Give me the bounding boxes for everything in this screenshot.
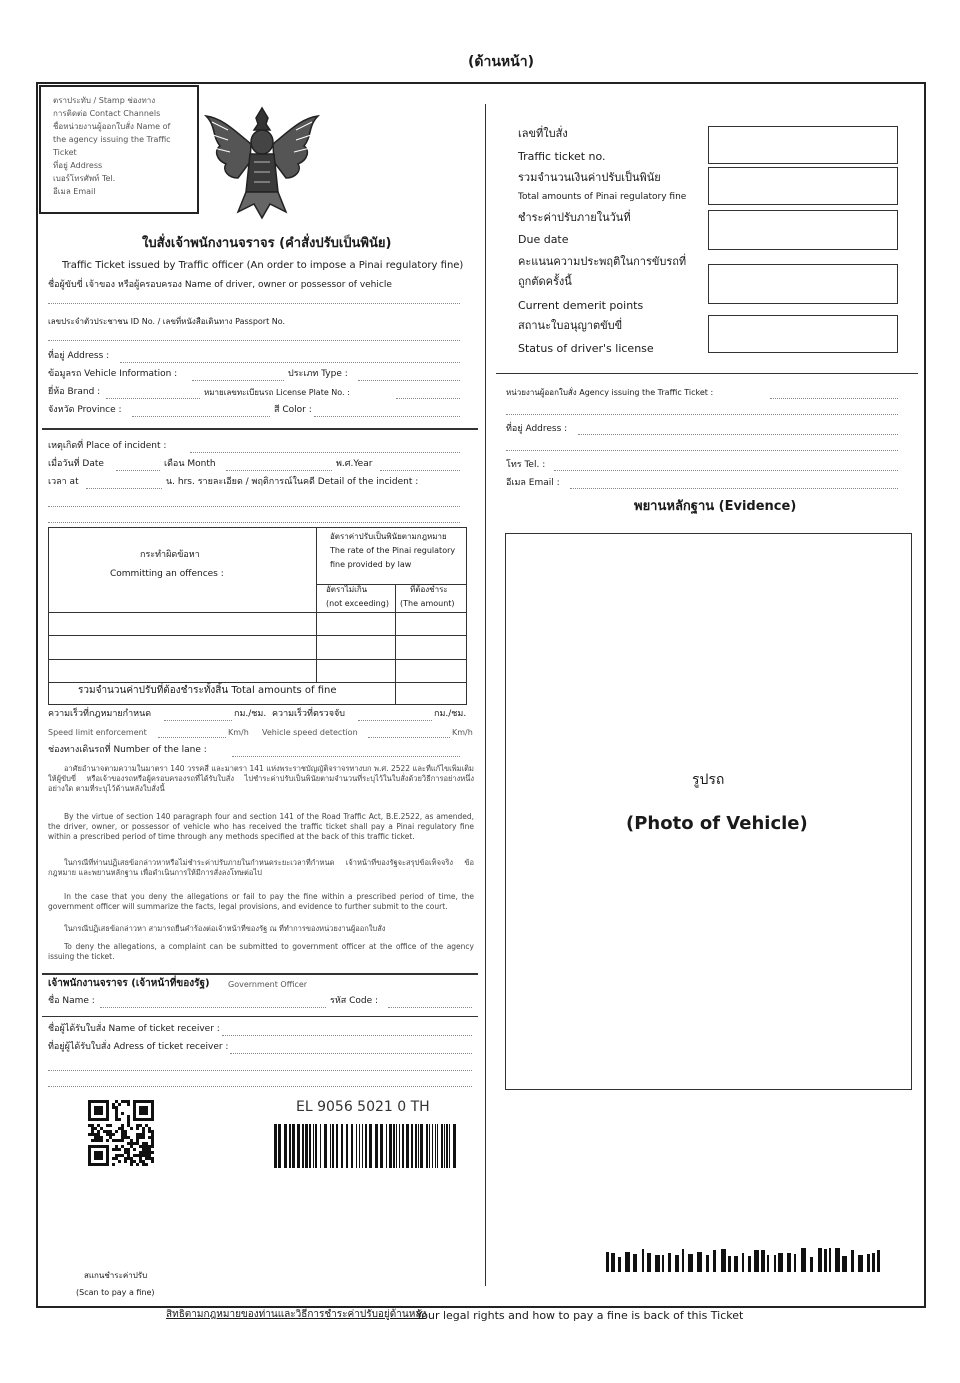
agency-email-field[interactable] <box>570 488 898 489</box>
vehicle-photo-frame <box>505 533 912 1090</box>
column-divider <box>485 104 486 1286</box>
vehicle-type-label: ประเภท Type : <box>288 369 348 379</box>
stamp-box <box>39 85 199 214</box>
footer-th: สิทธิตามกฎหมายของท่านและวิธีการชำระค่าปรับอยู่ด้านหลัง <box>166 1309 427 1320</box>
agency-issuing-field[interactable] <box>770 398 898 399</box>
stamp-box-line: ชื่อหน่วยงานผู้ออกใบสั่ง Name of <box>53 122 171 131</box>
summary-label-th: สถานะใบอนุญาตขับขี่ <box>518 319 623 332</box>
agency-issuing-field-2[interactable] <box>506 414 898 415</box>
summary-label-en: Total amounts of Pinai regulatory fine <box>518 192 687 202</box>
stamp-box-line: อีเมล Email <box>53 187 96 196</box>
incident-place-label: เหตุเกิดที่ Place of incident : <box>48 441 167 451</box>
vehicle-brand-label: ยี่ห้อ Brand : <box>48 387 101 397</box>
lane-label: ช่องทางเดินรถที่ Number of the lane : <box>48 745 207 755</box>
vehicle-photo-label-th: รูปรถ <box>692 772 725 788</box>
incident-place-field[interactable] <box>190 452 460 453</box>
col-amount-en: (The amount) <box>400 599 455 608</box>
summary-label-en: Due date <box>518 233 569 246</box>
legal-paragraph: ในกรณีที่ท่านปฏิเสธข้อกล่าวหาหรือไม่ชำระค่าปรับภายในกำหนดระยะเวลาที่กำหนด เจ้าหน้าที่ของรัฐจะสรุปข้อเท็จจริง ข้อกฎหมาย และพยานหลักฐาน เพื่อดำเนินการให้มีการสั่งลงโทษต่อไป <box>48 858 474 877</box>
driver-address-field[interactable] <box>120 362 460 363</box>
legal-paragraph: In the case that you deny the allegations or fail to pay the fine within a prescribed period of time, the government officer will summarize the facts, legal provisions, and evidence to further submit to the court. <box>48 892 474 911</box>
officer-code-label: รหัส Code : <box>330 996 379 1006</box>
vehicle-province-label: จังหวัด Province : <box>48 405 122 415</box>
summary-value-box[interactable] <box>708 210 898 250</box>
divider-driver <box>42 428 478 430</box>
receiver-address-field-2[interactable] <box>48 1070 472 1071</box>
officer-name-label: ชื่อ Name : <box>48 996 95 1006</box>
legal-paragraph: By the virtue of section 140 paragraph four and section 141 of the Road Traffic Act, B.E.2522, as amended, the driver, owner, or possessor of vehicle who has received the traffic ticket shall pay a Pinai regulatory fine within a prescribed period of time through any methods specified at the back of this traffic ticket. <box>48 812 474 841</box>
tracking-number: EL 9056 5021 0 TH <box>296 1099 430 1115</box>
legal-paragraph: อาศัยอำนาจตามความในมาตรา 140 วรรคสี่ และมาตรา 141 แห่งพระราชบัญญัติจราจรทางบก พ.ศ. 2522 และที่แก้ไขเพิ่มเติม ให้ผู้ขับขี่ หรือเจ้าของรถหรือผู้ครอบครองรถที่ได้รับใบสั่ง ไปชำระค่าปรับเป็นพินัยตามจำนวนที่ระบุไว้ในใบสั่งด้วยวิธีการอย่างหนึ่งอย่างใด ตามที่ระบุไว้ด้านหลังใบสั่งนี้ <box>48 764 474 793</box>
license-plate-field[interactable] <box>396 398 460 399</box>
speed-kmh-en: Km/h <box>228 728 249 737</box>
speed-limit-field[interactable] <box>164 720 232 721</box>
stamp-box-line: Ticket <box>53 148 77 157</box>
tracking-barcode <box>274 1124 456 1168</box>
summary-value-box[interactable] <box>708 315 898 353</box>
vehicle-color-field[interactable] <box>314 416 460 417</box>
vehicle-info-label: ข้อมูลรถ Vehicle Information : <box>48 369 178 379</box>
officer-code-field[interactable] <box>388 1007 472 1008</box>
incident-detail-field[interactable] <box>48 506 460 507</box>
speed-kmh-en-2: Km/h <box>452 728 473 737</box>
divider-summary <box>496 373 918 374</box>
speed-detected-label-th: ความเร็วที่ตรวจจับ <box>272 709 345 719</box>
form-title-en: Traffic Ticket issued by Traffic officer (An order to impose a Pinai regulatory fine) <box>62 260 464 271</box>
rate-header-line: อัตราค่าปรับเป็นพินัยตามกฎหมาย <box>330 532 447 541</box>
incident-detail-field-2[interactable] <box>48 522 460 523</box>
summary-label-en: Status of driver's license <box>518 342 654 355</box>
officer-heading-en: Government Officer <box>228 980 308 989</box>
divider-officer <box>42 1016 478 1017</box>
legal-paragraph: ในกรณีปฏิเสธข้อกล่าวหา สามารถยื่นคำร้องต่อเจ้าหน้าที่ของรัฐ ณ ที่ทำการของหน่วยงานผู้ออกใบสั่ง <box>64 924 386 933</box>
garuda-emblem <box>198 100 326 230</box>
incident-year-label: พ.ศ.Year <box>336 459 373 469</box>
agency-address-field-2[interactable] <box>506 450 898 451</box>
summary-value-box[interactable] <box>708 167 898 205</box>
receiver-name-field[interactable] <box>222 1035 472 1036</box>
col-not-exceeding-th: อัตราไม่เกิน <box>326 585 368 594</box>
partial-barcode <box>606 1248 880 1276</box>
incident-month-field[interactable] <box>226 470 332 471</box>
agency-email-label: อีเมล Email : <box>506 478 560 488</box>
stamp-box-line: the agency issuing the Traffic <box>53 135 171 144</box>
driver-address-label: ที่อยู่ Address : <box>48 351 110 361</box>
officer-heading-th: เจ้าพนักงานจราจร (เจ้าหน้าที่ของรัฐ) <box>48 978 210 989</box>
col-not-exceeding-en: (not exceeding) <box>326 599 389 608</box>
incident-time-label: เวลา at <box>48 477 79 487</box>
form-title-th: ใบสั่งเจ้าพนักงานจราจร (คำสั่งปรับเป็นพินัย) <box>142 236 392 251</box>
offence-label-en: Committing an offences : <box>110 569 224 579</box>
license-plate-label: หมายเลขทะเบียนรถ License Plate No. : <box>204 388 350 397</box>
summary-label-th: คะแนนความประพฤติในการขับรถที่ถูกตัดครั้งนี้ <box>518 255 687 288</box>
speed-detected-label-en: Vehicle speed detection <box>262 728 358 737</box>
offence-label-th: กระทำผิดข้อหา <box>140 550 200 560</box>
summary-label-en: Traffic ticket no. <box>518 150 606 163</box>
lane-field[interactable] <box>232 756 460 757</box>
vehicle-info-field[interactable] <box>192 380 284 381</box>
speed-detected-en-dots <box>368 737 450 738</box>
receiver-name-label: ชื่อผู้ได้รับใบสั่ง Name of ticket receiver : <box>48 1024 220 1034</box>
stamp-box-line: ตราประทับ / Stamp ช่องทาง <box>53 96 156 105</box>
officer-name-field[interactable] <box>100 1007 326 1008</box>
speed-kmh-th-2: กม./ชม. <box>434 709 467 719</box>
speed-limit-label-th: ความเร็วที่กฎหมายกำหนด <box>48 709 152 719</box>
summary-label-th: รวมจำนวนเงินค่าปรับเป็นพินัย <box>518 171 661 184</box>
divider-legal <box>42 973 478 975</box>
speed-kmh-th: กม./ชม. <box>234 709 267 719</box>
receiver-address-label: ที่อยู่ผู้ได้รับใบสั่ง Adress of ticket receiver : <box>48 1042 229 1052</box>
rate-header-line: The rate of the Pinai regulatory <box>330 546 456 555</box>
speed-detected-field[interactable] <box>358 720 432 721</box>
driver-id-label: เลขประจำตัวประชาชน ID No. / เลขที่หนังสือเดินทาง Passport No. <box>48 317 286 326</box>
col-amount-th: ที่ต้องชำระ <box>410 585 448 594</box>
summary-label-en: Current demerit points <box>518 299 644 312</box>
incident-date-label: เมื่อวันที่ Date <box>48 459 104 469</box>
vehicle-brand-field[interactable] <box>106 398 200 399</box>
page-side-label: (ด้านหน้า) <box>468 54 534 70</box>
agency-address-label: ที่อยู่ Address : <box>506 424 568 434</box>
summary-label-th: ชำระค่าปรับภายในวันที่ <box>518 211 631 224</box>
legal-paragraph: To deny the allegations, a complaint can be submitted to government officer at the office of the agency issuing the ticket. <box>48 942 474 961</box>
vehicle-province-field[interactable] <box>132 416 270 417</box>
summary-label-th: เลขที่ใบสั่ง <box>518 127 568 140</box>
agency-issuing-label: หน่วยงานผู้ออกใบสั่ง Agency issuing the Traffic Ticket : <box>506 388 714 397</box>
driver-name-field[interactable] <box>48 303 460 304</box>
stamp-box-line: การติดต่อ Contact Channels <box>53 109 161 118</box>
speed-limit-en-dots <box>158 737 226 738</box>
total-fine-label: รวมจำนวนค่าปรับที่ต้องชำระทั้งสิ้น Total amounts of fine <box>78 685 337 696</box>
summary-value-box[interactable] <box>708 264 898 304</box>
agency-address-field[interactable] <box>578 434 898 435</box>
payment-qr-code[interactable] <box>88 1100 154 1166</box>
vehicle-type-field[interactable] <box>358 380 460 381</box>
incident-time-field[interactable] <box>86 488 162 489</box>
incident-year-field[interactable] <box>380 470 460 471</box>
vehicle-color-label: สี Color : <box>274 405 312 415</box>
receiver-address-field[interactable] <box>230 1053 472 1054</box>
incident-date-field[interactable] <box>116 470 160 471</box>
agency-tel-field[interactable] <box>554 470 898 471</box>
speed-limit-label-en: Speed limit enforcement <box>48 728 147 737</box>
qr-label-en: (Scan to pay a fine) <box>76 1288 155 1297</box>
agency-tel-label: โทร Tel. : <box>506 460 546 470</box>
driver-name-label: ชื่อผู้ขับขี่ เจ้าของ หรือผู้ครอบครอง Name of driver, owner or possessor of vehicle <box>48 280 392 290</box>
receiver-address-field-3[interactable] <box>48 1086 472 1087</box>
stamp-box-line: เบอร์โทรศัพท์ Tel. <box>53 174 116 183</box>
incident-month-label: เดือน Month <box>164 459 216 469</box>
rate-header-line: fine provided by law <box>330 560 412 569</box>
evidence-heading: พยานหลักฐาน (Evidence) <box>634 499 797 514</box>
summary-value-box[interactable] <box>708 126 898 164</box>
driver-id-field[interactable] <box>48 340 460 341</box>
qr-label-th: สแกนชำระค่าปรับ <box>84 1271 148 1280</box>
stamp-box-line: ที่อยู่ Address <box>53 161 103 170</box>
vehicle-photo-label-en: (Photo of Vehicle) <box>626 813 808 834</box>
footer-en: Your legal rights and how to pay a fine is back of this Ticket <box>416 1309 744 1322</box>
incident-detail-label: น. hrs. รายละเอียด / พฤติการณ์ในคดี Detail of the incident : <box>166 477 419 487</box>
